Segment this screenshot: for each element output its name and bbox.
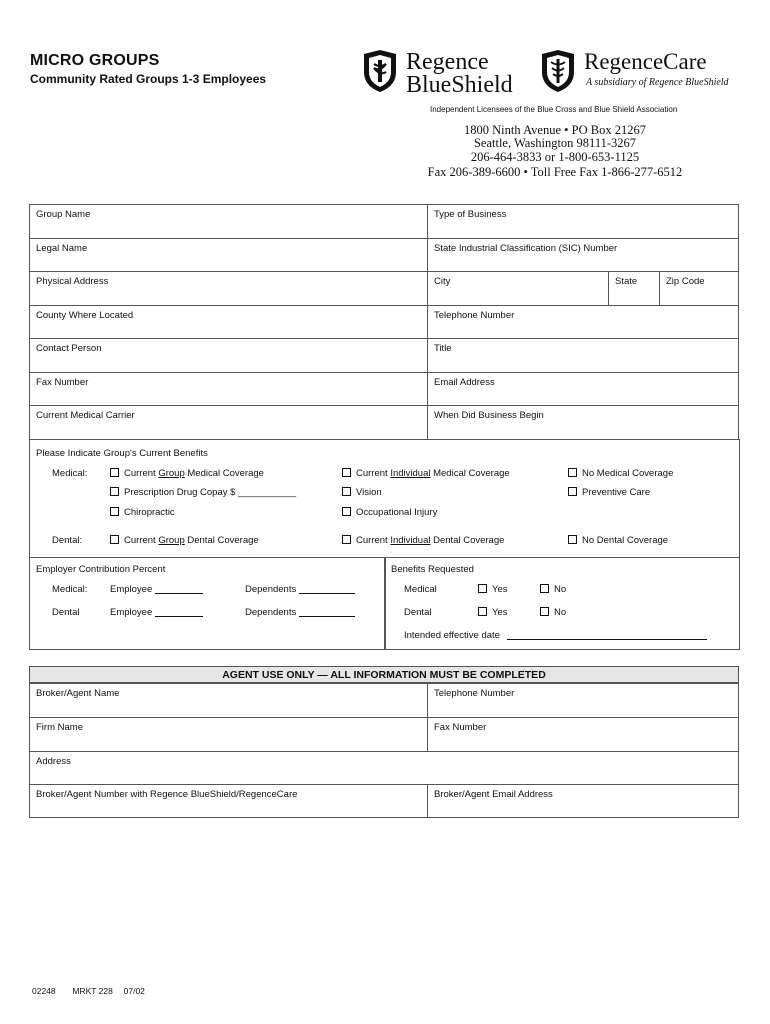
form-title: MICRO GROUPS xyxy=(30,52,160,69)
mrkt-code: MRKT 228 xyxy=(72,986,113,996)
agent-fax-field[interactable]: Fax Number xyxy=(428,718,739,752)
dental-dependents-percent[interactable]: Dependents xyxy=(245,607,355,618)
shield-caduceus-icon xyxy=(540,50,576,92)
rx-copay-checkbox[interactable]: Prescription Drug Copay $ ___________ xyxy=(110,487,296,498)
title-field[interactable]: Title xyxy=(428,339,739,373)
address-line2: Seattle, Washington 98111-3267 xyxy=(473,136,637,150)
checkbox-icon xyxy=(478,607,487,616)
agent-address-field[interactable]: Address xyxy=(30,752,739,785)
agent-use-heading: AGENT USE ONLY — ALL INFORMATION MUST BE COMPLETED xyxy=(29,666,739,683)
current-group-medical-checkbox[interactable]: Current Group Medical Coverage xyxy=(110,468,264,479)
group-name-field[interactable]: Group Name xyxy=(30,205,428,239)
phone-line: 206-464-3833 or 1-800-653-1125 xyxy=(470,150,640,164)
licensee-note: Independent Licensees of the Blue Cross and Blue Shield Association xyxy=(430,105,678,114)
benefits-heading: Please Indicate Group's Current Benefits xyxy=(36,448,208,459)
no-medical-checkbox[interactable]: No Medical Coverage xyxy=(568,468,673,479)
group-info-table xyxy=(29,204,739,440)
legal-name-field[interactable]: Legal Name xyxy=(30,239,428,272)
checkbox-icon xyxy=(342,535,351,544)
contribution-dental-label: Dental xyxy=(52,607,80,618)
email-address-field[interactable]: Email Address xyxy=(428,373,739,406)
medical-dependents-percent[interactable]: Dependents xyxy=(245,584,355,595)
logo1-line2: BlueShield xyxy=(406,72,513,98)
occupational-injury-checkbox[interactable]: Occupational Injury xyxy=(342,507,437,518)
current-individual-medical-checkbox[interactable]: Current Individual Medical Coverage xyxy=(342,468,510,479)
contribution-medical-label: Medical: xyxy=(52,584,88,595)
county-field[interactable]: County Where Located xyxy=(30,306,428,339)
contribution-heading: Employer Contribution Percent xyxy=(36,564,166,575)
preventive-care-checkbox[interactable]: Preventive Care xyxy=(568,487,650,498)
fax-number-field[interactable]: Fax Number xyxy=(30,373,428,406)
checkbox-icon xyxy=(568,535,577,544)
checkbox-icon xyxy=(342,507,351,516)
checkbox-icon xyxy=(342,487,351,496)
current-group-dental-checkbox[interactable]: Current Group Dental Coverage xyxy=(110,535,259,546)
telephone-field[interactable]: Telephone Number xyxy=(428,306,739,339)
regencecare-logo xyxy=(540,50,576,97)
logo2-name: RegenceCare xyxy=(584,49,707,74)
medical-carrier-field[interactable]: Current Medical Carrier xyxy=(30,406,428,440)
agent-telephone-field[interactable]: Telephone Number xyxy=(428,684,739,718)
medical-no-checkbox[interactable]: No xyxy=(540,584,566,595)
form-footer xyxy=(32,986,145,996)
checkbox-icon xyxy=(110,535,119,544)
agent-table xyxy=(29,683,739,818)
requested-medical-label: Medical xyxy=(404,584,437,595)
chiropractic-checkbox[interactable]: Chiropractic xyxy=(110,507,175,518)
physical-address-field[interactable]: Physical Address xyxy=(30,272,428,306)
checkbox-icon xyxy=(540,607,549,616)
checkbox-icon xyxy=(342,468,351,477)
broker-number-field[interactable]: Broker/Agent Number with Regence BlueShield/RegenceCare xyxy=(30,785,428,818)
shield-cross-icon xyxy=(362,50,398,92)
regence-blueshield-logo xyxy=(362,50,398,97)
contact-person-field[interactable]: Contact Person xyxy=(30,339,428,373)
form-code: 02248 xyxy=(32,986,56,996)
logo2-tagline: A subsidiary of Regence BlueShield xyxy=(586,77,729,88)
firm-name-field[interactable]: Firm Name xyxy=(30,718,428,752)
vision-checkbox[interactable]: Vision xyxy=(342,487,382,498)
city-field[interactable]: City xyxy=(428,272,609,306)
type-of-business-field[interactable]: Type of Business xyxy=(428,205,739,239)
dental-label: Dental: xyxy=(52,535,83,546)
zip-code-field[interactable]: Zip Code xyxy=(660,272,739,306)
checkbox-icon xyxy=(478,584,487,593)
checkbox-icon xyxy=(568,468,577,477)
medical-yes-checkbox[interactable]: Yes xyxy=(478,584,508,595)
checkbox-icon xyxy=(540,584,549,593)
form-subtitle: Community Rated Groups 1-3 Employees xyxy=(30,72,267,86)
dental-yes-checkbox[interactable]: Yes xyxy=(478,607,508,618)
sic-number-field[interactable]: State Industrial Classification (SIC) Number xyxy=(428,239,739,272)
current-individual-dental-checkbox[interactable]: Current Individual Dental Coverage xyxy=(342,535,504,546)
requested-heading: Benefits Requested xyxy=(391,564,474,575)
business-begin-field[interactable]: When Did Business Begin xyxy=(428,406,739,440)
state-field[interactable]: State xyxy=(609,272,660,306)
form-date: 07/02 xyxy=(123,986,145,996)
checkbox-icon xyxy=(110,468,119,477)
requested-dental-label: Dental xyxy=(404,607,432,618)
medical-label: Medical: xyxy=(52,468,88,479)
medical-employee-percent[interactable]: Employee xyxy=(110,584,203,595)
broker-name-field[interactable]: Broker/Agent Name xyxy=(30,684,428,718)
address-line1: 1800 Ninth Avenue • PO Box 21267 xyxy=(464,123,646,137)
dental-no-checkbox[interactable]: No xyxy=(540,607,566,618)
effective-date-field[interactable]: Intended effective date xyxy=(404,630,707,641)
checkbox-icon xyxy=(568,487,577,496)
fax-line: Fax 206-389-6600 • Toll Free Fax 1-866-277-6512 xyxy=(427,165,683,179)
logo1-line1: Regence xyxy=(406,49,489,75)
broker-email-field[interactable]: Broker/Agent Email Address xyxy=(428,785,739,818)
checkbox-icon xyxy=(110,487,119,496)
dental-employee-percent[interactable]: Employee xyxy=(110,607,203,618)
no-dental-checkbox[interactable]: No Dental Coverage xyxy=(568,535,668,546)
checkbox-icon xyxy=(110,507,119,516)
